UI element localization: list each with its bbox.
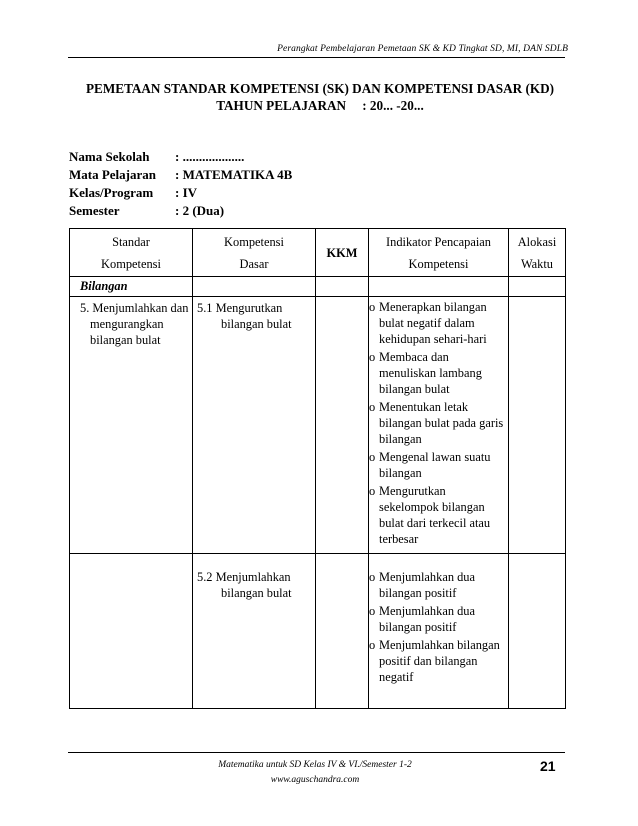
list-item: o Menerapkan bilangan bulat negatif dalam kehidupan sehari-hari	[369, 300, 487, 346]
list-item: o Membaca dan menuliskan lambang bilangan bulat	[369, 350, 482, 396]
info-row-school	[69, 148, 292, 166]
document-title	[60, 80, 580, 114]
alokasi-cell	[509, 554, 566, 709]
indicator-cell	[369, 297, 509, 554]
info-label: Nama Sekolah	[69, 149, 150, 164]
table-row	[70, 297, 566, 554]
info-label: Semester	[69, 203, 120, 218]
year-value: : 20... -20...	[362, 98, 424, 113]
info-value: : IV	[175, 185, 198, 200]
table-header-row	[70, 229, 566, 277]
header-kkm: KKM	[316, 229, 369, 277]
kkm-cell	[316, 554, 369, 709]
kd-cell: 5.2 Menjumlahkan bilangan bulat	[193, 554, 316, 709]
table-row	[70, 554, 566, 709]
info-value: : MATEMATIKA 4B	[175, 167, 293, 182]
indicator-cell	[369, 554, 509, 709]
info-row-semester	[69, 202, 292, 220]
header-divider	[68, 57, 565, 58]
list-item: o Menjumlahkan bilangan positif dan bilangan negatif	[369, 638, 500, 684]
footer-url: www.aguschandra.com	[270, 775, 360, 785]
running-header: Perangkat Pembelajaran Pemetaan SK & KD Tingkat SD, MI, DAN SDLB	[277, 44, 568, 54]
footer	[170, 758, 460, 788]
header-indikator: Indikator Pencapaian Kompetensi	[369, 229, 509, 277]
section-row	[70, 277, 566, 297]
info-row-subject	[69, 166, 292, 184]
page-number: 21	[540, 758, 556, 774]
header-standar-kompetensi: Standar Kompetensi	[70, 229, 193, 277]
info-row-class	[69, 184, 292, 202]
info-label: Mata Pelajaran	[69, 167, 157, 182]
kd-cell: 5.1 Mengurutkan bilangan bulat	[193, 297, 316, 554]
alokasi-cell	[509, 297, 566, 554]
identity-block	[69, 148, 292, 220]
section-label: Bilangan	[70, 277, 193, 297]
list-item: o Menjumlahkan dua bilangan positif	[369, 570, 476, 600]
title-line-2	[60, 97, 580, 114]
mapping-table	[69, 228, 566, 709]
list-item: o Menjumlahkan dua bilangan positif	[369, 604, 476, 634]
kkm-cell	[316, 297, 369, 554]
header-alokasi-waktu: Alokasi Waktu	[509, 229, 566, 277]
title-line-1: PEMETAAN STANDAR KOMPETENSI (SK) DAN KOMPETENSI DASAR (KD)	[85, 81, 555, 96]
header-kompetensi-dasar: Kompetensi Dasar	[193, 229, 316, 277]
info-label: Kelas/Program	[69, 185, 154, 200]
list-item: o Menentukan letak bilangan bulat pada garis bilangan	[369, 400, 504, 446]
info-value: : 2 (Dua)	[175, 203, 225, 218]
list-item: o Mengenal lawan suatu bilangan	[369, 450, 491, 480]
list-item: o Mengurutkan sekelompok bilangan bulat dari terkecil atau terbesar	[369, 484, 491, 546]
year-label: TAHUN PELAJARAN	[216, 98, 347, 113]
footer-divider	[68, 752, 565, 753]
footer-line-1: Matematika untuk SD Kelas IV & VI./Semester 1-2	[218, 760, 412, 770]
sk-cell	[70, 554, 193, 709]
sk-cell: 5. Menjumlahkan dan mengurangkan bilangan bulat	[70, 297, 193, 554]
info-value: : ...................	[175, 149, 245, 164]
